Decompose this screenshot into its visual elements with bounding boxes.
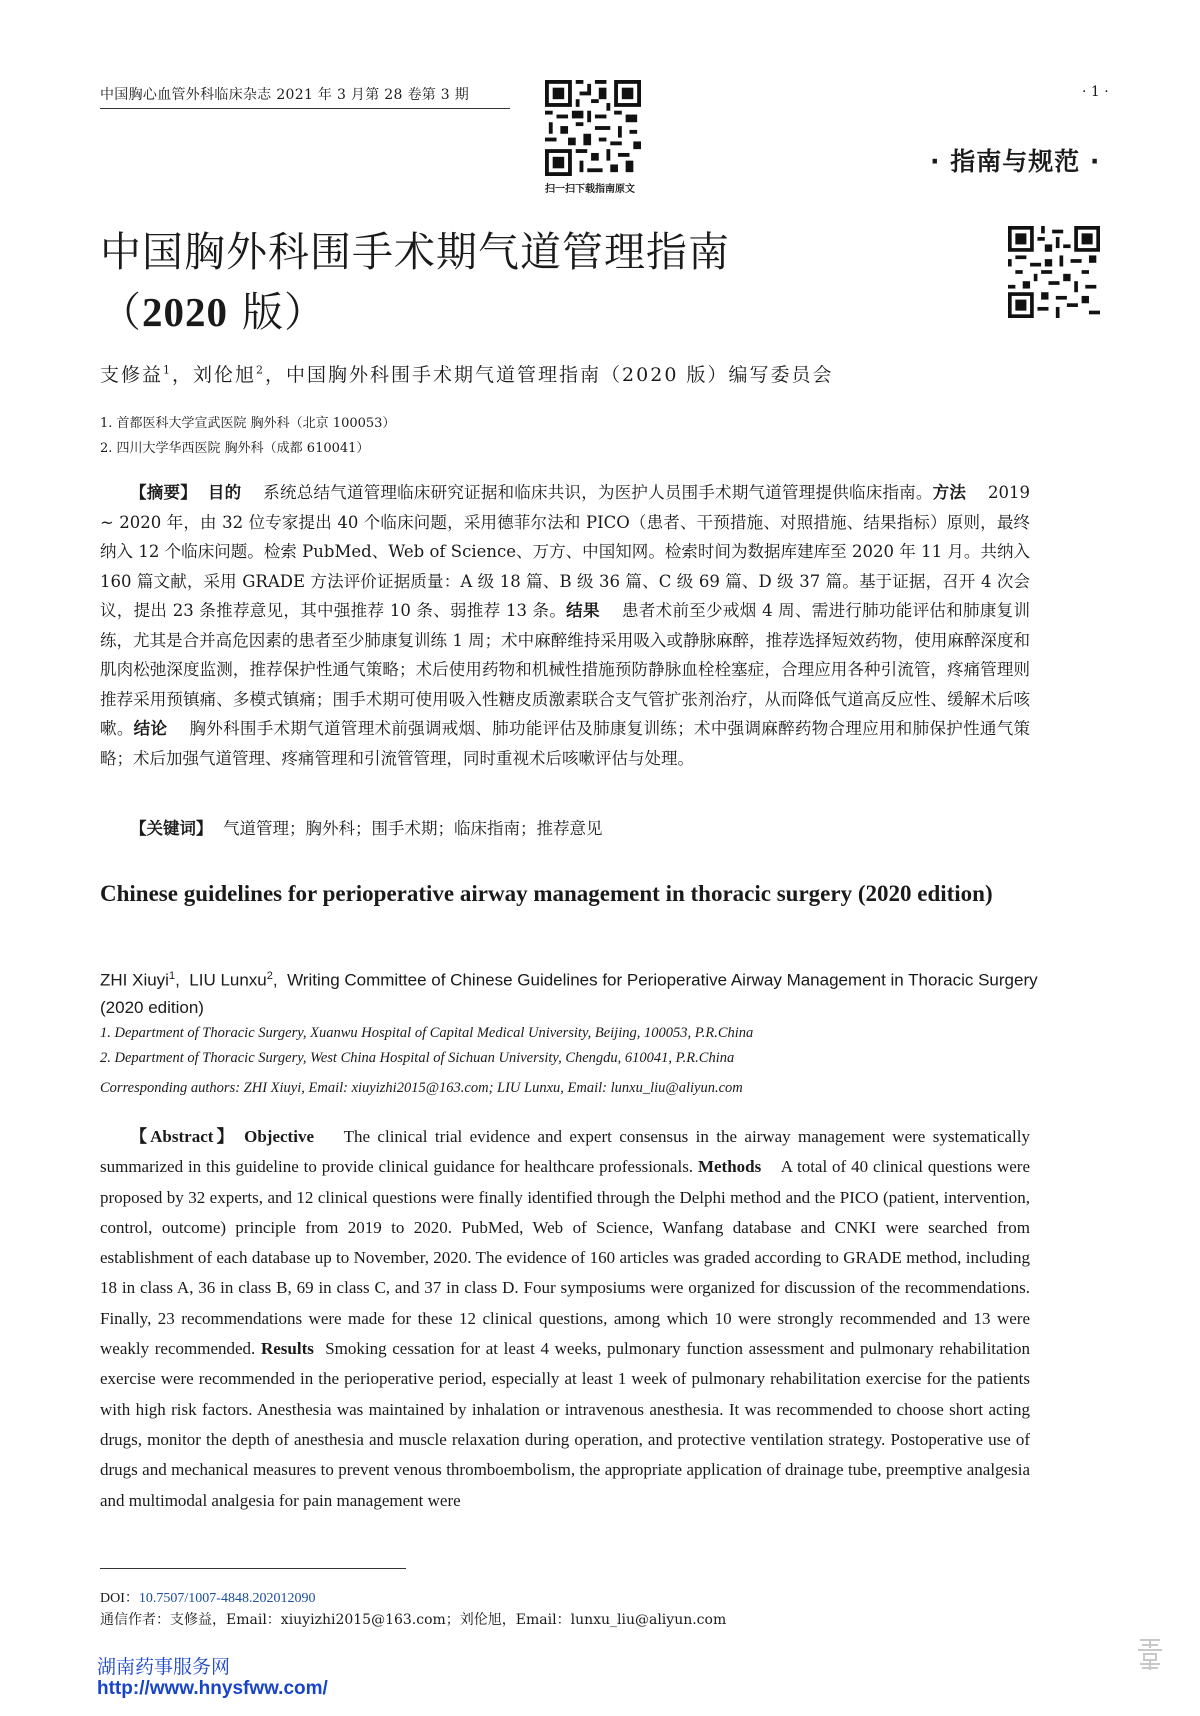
en-author-2-sup: 2 (266, 970, 273, 982)
watermark-site-name: 湖南药事服务网 (97, 1656, 231, 1678)
keywords-label: 【关键词】 (130, 819, 213, 838)
keywords-text: 气道管理；胸外科；围手术期；临床指南；推荐意见 (223, 819, 603, 838)
header-rule (100, 108, 510, 109)
en-abstract-label: 【Abstract】 (130, 1127, 237, 1146)
publisher-logo-icon (1134, 1636, 1166, 1672)
methods-label: 方法 (932, 483, 967, 502)
title-edition: 版） (228, 288, 327, 336)
qr-code-article[interactable] (1008, 226, 1100, 318)
objective-text: 系统总结气道管理临床研究证据和临床共识，为医护人员围手术期气道管理提供临床指南。 (263, 483, 933, 502)
author-1: 支修益 (100, 364, 164, 386)
article-title (100, 222, 880, 342)
author-list (100, 360, 833, 387)
watermark-url[interactable]: http://www.hnysfww.com/ (97, 1678, 328, 1699)
title-year: 2020 (142, 289, 228, 335)
english-abstract (100, 1122, 1030, 1516)
corresponding-authors: Corresponding authors: ZHI Xiuyi, Email: xiuyizhi2015@163.com; LIU Lunxu, Email: lunxu_liu@aliyun.com (100, 1080, 743, 1096)
corresponding-footnote: 通信作者：支修益，Email：xiuyizhi2015@163.com；刘伦旭，Email：lunxu_liu@aliyun.com (100, 1612, 727, 1628)
doi (100, 1587, 315, 1607)
keywords (130, 815, 603, 839)
results-text: 患者术前至少戒烟 4 周、需进行肺功能评估和肺康复训练，尤其是合并高危因素的患者至少肺康复训练 1 周；术中麻醉维持采用吸入或静脉麻醉，推荐选择短效药物，使用麻醉深度和肌肉松弛深度监测，推荐保护性通气策略；术后使用药物和机械性措施预防静脉血栓栓塞症，合理应用各种引流管，疼痛管理则推荐采用预镇痛、多模式镇痛；围手术期可使用吸入性糖皮质激素联合支气管扩张剂治疗，从而降低气道高反应性、缓解术后咳嗽。 (100, 601, 1030, 738)
author-committee: ，中国胸外科围手术期气道管理指南（2020 版）编写委员会 (265, 364, 834, 386)
english-title: Chinese guidelines for perioperative airway management in thoracic surgery (2020 edition) (100, 881, 993, 906)
en-author-1-sup: 1 (168, 970, 176, 982)
author-1-sup: 1 (163, 363, 173, 377)
title-line-1: 中国胸外科围手术期气道管理指南 (100, 228, 730, 276)
en-methods-label: Methods (697, 1157, 762, 1177)
en-objective-label: Objective (244, 1127, 314, 1146)
chinese-abstract (100, 478, 1030, 773)
en-author-1: ZHI Xiuyi (100, 970, 169, 990)
en-author-2: LIU Lunxu (189, 970, 267, 990)
qr-code-download[interactable] (545, 80, 641, 176)
en-methods-text: A total of 40 clinical questions were proposed by 32 experts, and 12 clinical questions were finally identified through the Delphi method and the PICO (patient, intervention, control, outcome) principle from 2019 to 2020. PubMed, Web of Science, Wanfang database and CNKI were searched from establishment of each database up to November, 2020. The evidence of 160 articles was graded according to GRADE method, including 18 in class A, 36 in class B, 69 in class C, and 37 in class D. Four symposiums were organized for discussion of the recommendations. Finally, 23 recommendations were made for these 12 clinical questions, among which 10 were strongly recommended and 13 were weakly recommended. (100, 1157, 1031, 1359)
author-2-sup: 2 (256, 363, 266, 377)
affiliation-1: 1. 首都医科大学宣武医院 胸外科（北京 100053） (100, 416, 396, 431)
journal-citation: 中国胸心血管外科临床杂志 2021 年 3 月第 28 卷第 3 期 (100, 87, 470, 103)
methods-text: 2019 ~ 2020 年，由 32 位专家提出 40 个临床问题，采用德菲尔法和 PICO（患者、干预措施、对照措施、结果指标）原则，最终纳入 12 个临床问题。检索 PubMed、Web of Science、万方、中国知网。检索时间为数据库建库至 2020 年 11 月。共纳入 160 篇文献，采用 GRADE 方法评价证据质量：A 级 18 篇、B 级 36 篇、C 级 69 篇、D 级 37 篇。基于证据，召开 4 次会议，提出 23 条推荐意见，其中强推荐 10 条、弱推荐 13 条。 (100, 483, 1031, 620)
objective-label: 目的 (207, 483, 242, 502)
english-author-list: ZHI Xiuyi$^1$, LIU Lunxu$^2$, Writing Committee of Chinese Guidelines for Perioperative Airway Management in Thoracic Surgery (2020 edition) (100, 970, 1038, 1017)
affiliation-2: 2. 四川大学华西医院 胸外科（成都 610041） (100, 441, 370, 456)
title-line-2 (100, 282, 880, 342)
author-sep: ， (172, 364, 194, 386)
doi-label: DOI： (100, 1591, 139, 1606)
en-affiliation-1: 1. Department of Thoracic Surgery, Xuanwu Hospital of Capital Medical University, Beijing, 100053, P.R.China (100, 1025, 754, 1041)
qr-caption: 扫一扫下载指南原文 (545, 184, 635, 195)
abstract-label: 【摘要】 (130, 483, 197, 502)
en-results-text: Smoking cessation for at least 4 weeks, pulmonary function assessment and pulmonary rehabilitation exercise were recommended in the perioperative period, especially at least 1 week of pulmonary rehabilitation exercise for the patients with high risk factors. Anesthesia was maintained by inhalation or intravenous anesthesia. It was recommended to choose short acting drugs, monitor the depth of anesthesia and muscle relaxation during operation, and protective ventilation strategy. Postoperative use of drugs and mechanical measures to prevent venous thromboembolism, the appropriate application of drainage tube, preemptive analgesia and multimodal analgesia for pain management were (100, 1339, 1031, 1510)
conclusion-text: 胸外科围手术期气道管理术前强调戒烟、肺功能评估及肺康复训练；术中强调麻醉药物合理应用和肺保护性通气策略；术后加强气道管理、疼痛管理和引流管管理，同时重视术后咳嗽评估与处理。 (100, 719, 1031, 768)
footnote-rule (100, 1568, 406, 1569)
en-author-committee: Writing Committee of Chinese Guidelines for Perioperative Airway Management in Thoracic Surgery (2020 edition) (100, 970, 1038, 1017)
page-number: · 1 · (1082, 84, 1109, 100)
doi-link[interactable]: 10.7507/1007-4848.202012090 (138, 1591, 316, 1606)
en-objective-text: The clinical trial evidence and expert consensus in the airway management were systematically summarized in this guideline to provide clinical guidance for healthcare professionals. (100, 1127, 1030, 1177)
title-paren: （ (100, 288, 142, 336)
en-affiliation-2: 2. Department of Thoracic Surgery, West China Hospital of Sichuan University, Chengdu, 610041, P.R.China (100, 1050, 735, 1066)
author-2: 刘伦旭 (193, 364, 257, 386)
section-label: · 指南与规范 · (930, 147, 1101, 176)
results-label: 结果 (566, 601, 600, 620)
conclusion-label: 结论 (133, 719, 168, 738)
en-results-label: Results (260, 1339, 314, 1359)
